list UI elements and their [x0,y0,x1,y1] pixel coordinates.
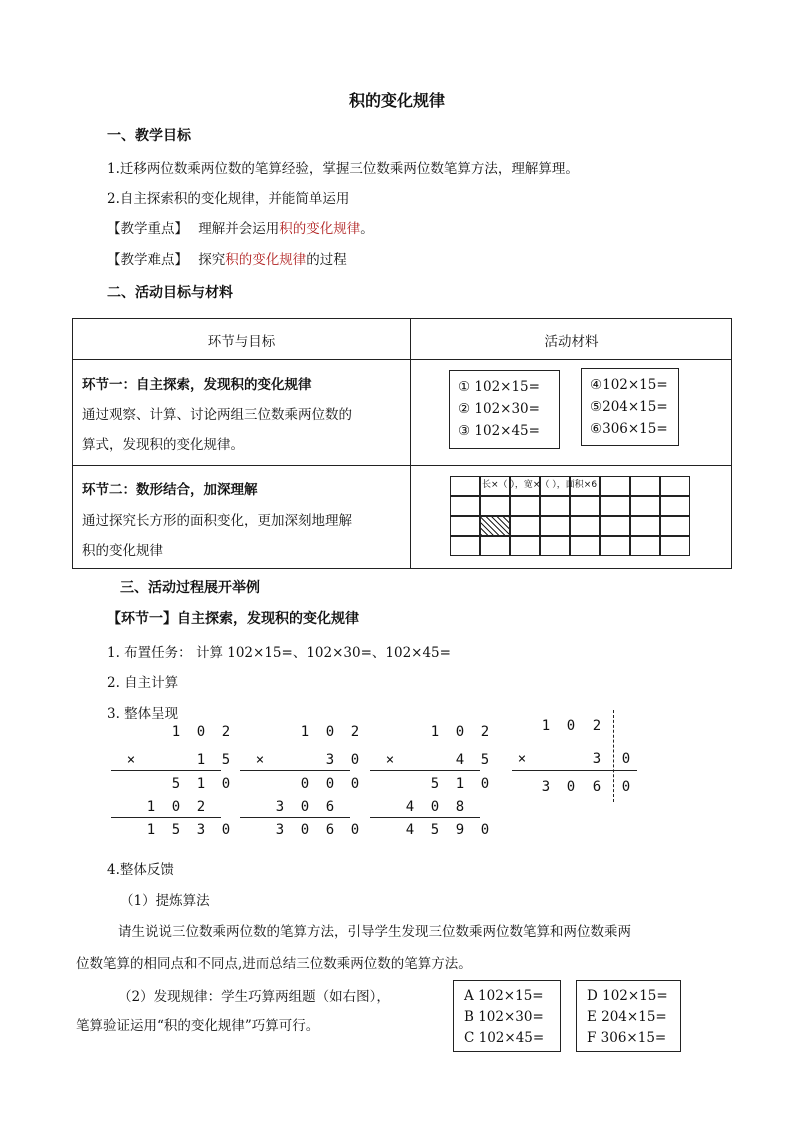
calc-digit: 0 [221,822,231,838]
material-item: ① 102×15= [458,379,540,395]
calc-digit: 0 [196,724,206,740]
section1-heading: 一、教学目标 [107,128,191,144]
key-point [107,217,374,237]
material-box-1 [449,370,560,449]
calc-digit: 0 [480,822,490,838]
section3-subheading: 【环节一】自主探索，发现积的变化规律 [107,611,359,627]
page-title: 积的变化规律 [348,91,445,110]
material-item: ⑤204×15= [590,399,668,415]
calc-digit: 3 [275,822,285,838]
problem-item: D 102×15= [587,988,668,1004]
calc-digit: 0 [430,799,440,815]
calc-digit: 5 [171,822,181,838]
material-box-2 [581,368,679,446]
key-point-highlight: 积的变化规律 [279,221,361,237]
calc-rule [240,770,350,771]
calc-digit: 5 [221,752,231,768]
grid-cell [510,516,540,536]
grid-cell [480,496,510,516]
grid-cell [600,496,630,516]
calc-digit: 1 [146,822,156,838]
step-1: 1. 布置任务： 计算 102×15=、102×30=、102×45= [107,645,451,661]
difficult-point-end: 的过程 [306,252,347,268]
calc-digit: 4 [405,822,415,838]
difficult-point-label: 【教学难点】 [107,252,188,268]
grid-cell [600,536,630,556]
grid-cell [540,516,570,536]
grid-cell [450,536,480,556]
goal-item-1: 1.迁移两位数乘两位数的笔算经验，掌握三位数乘两位数笔算方法，理解算理。 [107,161,579,177]
calc-digit: 0 [350,776,360,792]
calc-digit: × [126,752,136,768]
calc-digit: 1 [146,799,156,815]
grid-cell [570,536,600,556]
calc-digit: 2 [196,799,206,815]
calc-digit: × [385,752,395,768]
calc-digit: 1 [196,776,206,792]
problem-box-d [576,980,681,1052]
material-item: ② 102×30= [458,401,540,417]
calc-digit: 0 [621,779,631,795]
difficult-point-highlight: 积的变化规律 [225,252,307,268]
grid-cell [450,516,480,536]
calc-digit: 5 [171,776,181,792]
calc-rule [370,770,480,771]
material-item: ⑥306×15= [590,421,668,437]
calc-digit: 0 [566,779,576,795]
goal-item-2: 2.自主探索积的变化规律，并能简单运用 [107,191,350,207]
grid-cell [510,496,540,516]
calc-digit: 5 [430,776,440,792]
material-item: ③ 102×45= [458,423,540,439]
paragraph-1-line2: 位数笔算的相同点和不同点,进而总结三位数乘两位数的笔算方法。 [76,956,472,972]
calc-digit: 5 [430,822,440,838]
calc-digit: 2 [350,724,360,740]
grid-cell [600,476,630,496]
grid-note: 长×（ ），宽×（ ），面积×6 [482,480,598,490]
table-header-col1: 环节与目标 [207,334,276,350]
calc-digit: 2 [592,718,602,734]
calc-digit: 1 [455,776,465,792]
key-point-end: 。 [360,221,374,237]
calc-digit: 3 [325,752,335,768]
grid-cell-shaded [480,516,510,536]
grid-cell [660,496,690,516]
grid-cell [540,536,570,556]
calc-digit: 1 [196,752,206,768]
calc-digit: 0 [325,776,335,792]
calc-dashed-separator [613,710,614,802]
calc-digit: 1 [171,724,181,740]
difficult-point [107,248,347,268]
table-header-col2: 活动材料 [544,334,599,350]
grid-cell [630,516,660,536]
table-divider [73,359,731,360]
calc-digit: 0 [325,724,335,740]
substep-2: （2）发现规律：学生巧算两组题（如右图）， [118,989,390,1005]
grid-cell [540,496,570,516]
calc-digit: 4 [405,799,415,815]
calc-digit: 0 [300,822,310,838]
paragraph-2: 笔算验证运用“积的变化规律”巧算可行。 [76,1018,320,1034]
calc-digit: 1 [300,724,310,740]
step-3: 3. 整体呈现 [107,706,179,722]
section3-heading: 三、活动过程展开举例 [120,580,260,596]
calc-digit: 0 [300,799,310,815]
grid-cell [450,476,480,496]
row2-title: 环节二：数形结合，加深理解 [82,482,258,498]
row2-desc-line2: 积的变化规律 [82,543,163,559]
calc-digit: 1 [541,718,551,734]
calc-digit: 9 [455,822,465,838]
grid-cell [660,476,690,496]
calc-rule [370,817,480,818]
substep-1: （1）提炼算法 [120,893,210,909]
calc-digit: 4 [455,752,465,768]
grid-cell [630,536,660,556]
calc-digit: 6 [325,822,335,838]
table-column-divider [410,319,411,568]
key-point-text: 理解并会运用 [198,221,280,237]
table-divider [73,465,731,466]
difficult-point-text: 探究 [198,252,226,268]
calc-digit: 2 [221,724,231,740]
calc-digit: 1 [430,724,440,740]
calc-digit: × [517,751,527,767]
row1-desc-line1: 通过观察、计算、讨论两组三位数乘两位数的 [82,407,352,423]
calc-digit: 3 [541,779,551,795]
problem-box-a [453,980,561,1052]
grid-cell [660,536,690,556]
problem-item: E 204×15= [587,1009,667,1025]
calc-digit: 0 [621,751,631,767]
calc-rule [240,817,350,818]
calc-digit: 6 [325,799,335,815]
calc-digit: 3 [196,822,206,838]
calc-digit: 8 [455,799,465,815]
paragraph-1-line1: 请生说说三位数乘两位数的笔算方法，引导学生发现三位数乘两位数笔算和两位数乘两 [118,924,631,940]
key-point-label: 【教学重点】 [107,221,188,237]
grid-cell [450,496,480,516]
problem-item: C 102×45= [464,1030,545,1046]
material-item: ④102×15= [590,377,668,393]
calc-rule [111,817,221,818]
calc-rule [512,770,637,771]
step-2: 2. 自主计算 [107,675,179,691]
calc-rule [111,770,221,771]
section2-heading: 二、活动目标与材料 [107,285,233,301]
problem-item: F 306×15= [587,1030,667,1046]
calc-digit: 0 [455,724,465,740]
grid-cell [510,536,540,556]
grid-cell [570,516,600,536]
calc-digit: 5 [480,752,490,768]
calc-digit: 0 [566,718,576,734]
calc-digit: × [255,752,265,768]
row1-title: 环节一：自主探索，发现积的变化规律 [82,377,312,393]
calc-digit: 0 [480,776,490,792]
calc-digit: 0 [221,776,231,792]
calc-digit: 0 [350,822,360,838]
calc-digit: 0 [350,752,360,768]
activity-table [72,318,732,569]
calc-digit: 0 [300,776,310,792]
grid-cell [600,516,630,536]
grid-cell [630,496,660,516]
row2-desc-line1: 通过探究长方形的面积变化，更加深刻地理解 [82,513,352,529]
grid-cell [660,516,690,536]
calc-digit: 3 [592,751,602,767]
calc-digit: 2 [480,724,490,740]
grid-cell [630,476,660,496]
problem-item: A 102×15= [464,988,544,1004]
grid-cell [480,536,510,556]
calc-digit: 3 [275,799,285,815]
row1-desc-line2: 算式，发现积的变化规律。 [82,437,244,453]
calc-digit: 0 [171,799,181,815]
problem-item: B 102×30= [464,1009,544,1025]
calc-digit: 6 [592,779,602,795]
grid-cell [570,496,600,516]
step-4: 4.整体反馈 [107,862,174,878]
